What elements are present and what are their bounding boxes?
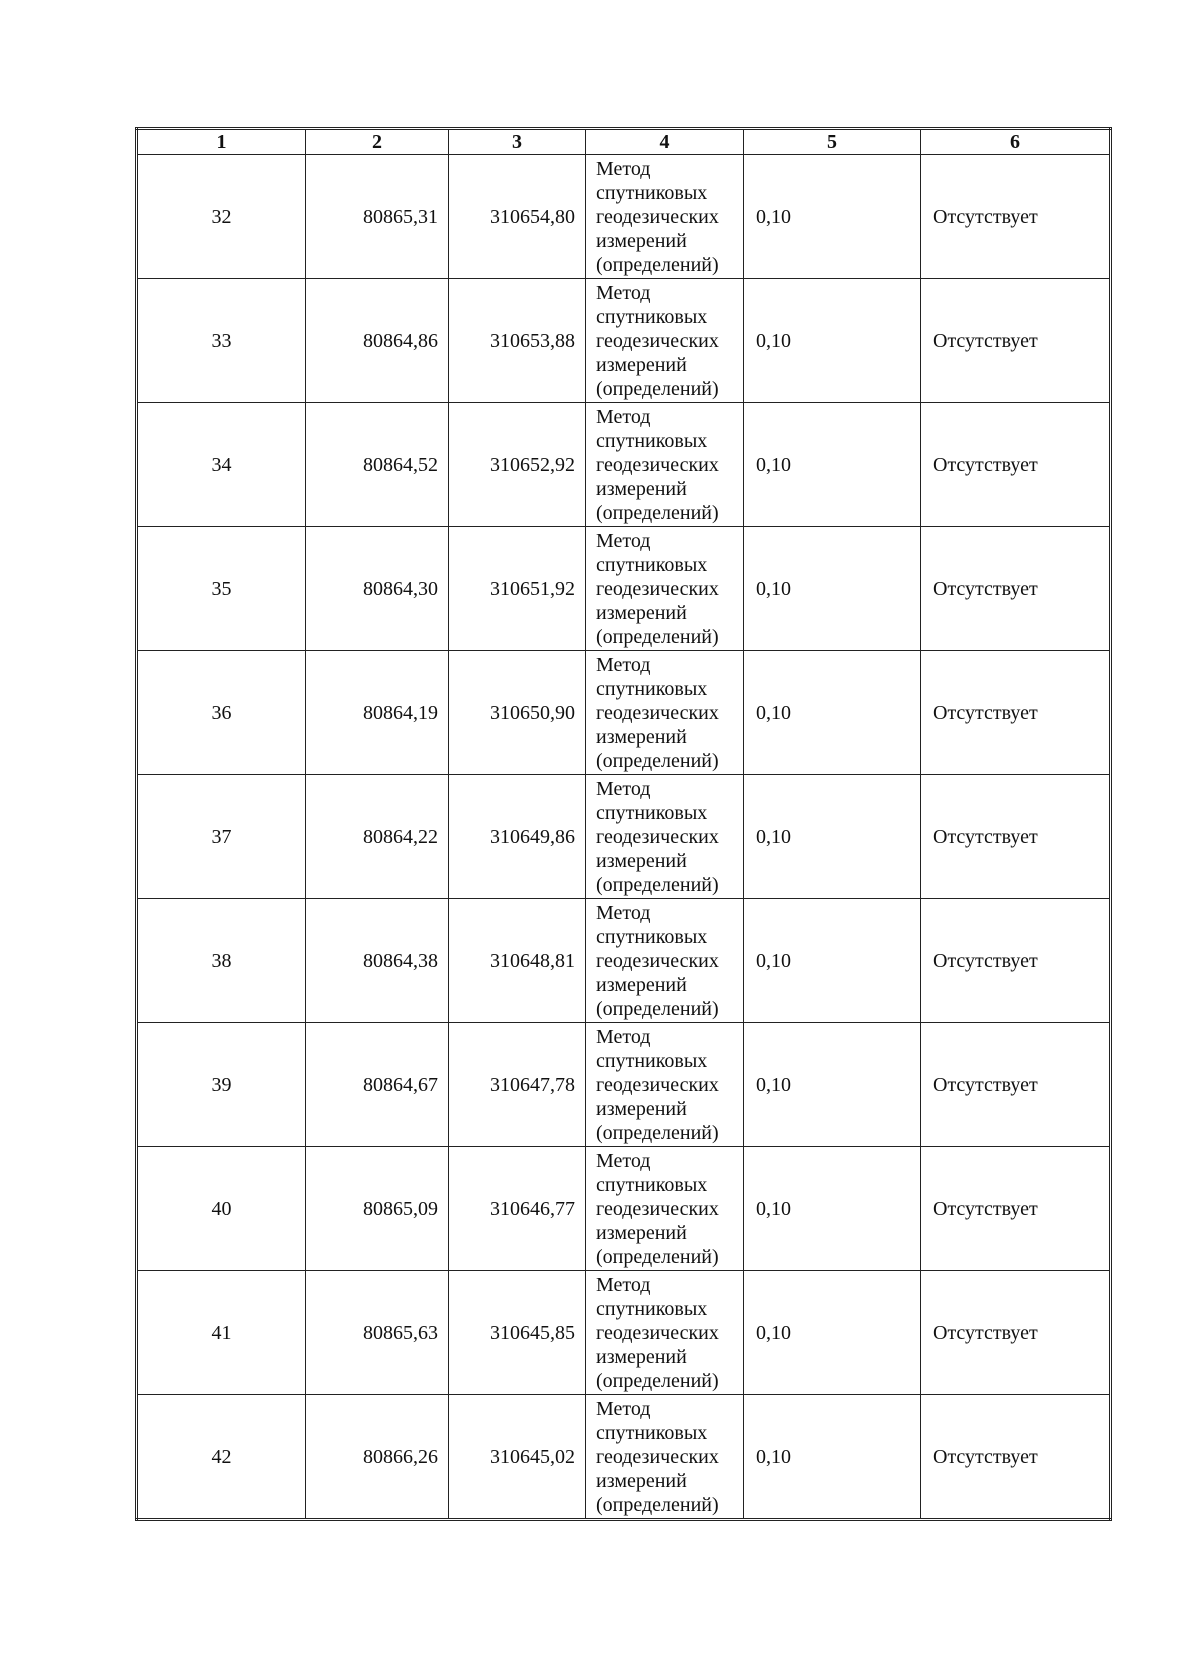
point-number-cell: 42	[137, 1395, 306, 1520]
point-number-cell: 33	[137, 279, 306, 403]
accuracy-cell: 0,10	[744, 651, 921, 775]
method-cell: Метод спутниковых геодезических измерений (определений)	[586, 279, 744, 403]
coordinate-x-cell: 80864,52	[306, 403, 449, 527]
header-col-4: 4	[586, 129, 744, 155]
method-cell: Метод спутниковых геодезических измерений (определений)	[586, 403, 744, 527]
accuracy-cell: 0,10	[744, 1271, 921, 1395]
point-number-cell: 37	[137, 775, 306, 899]
point-number-cell: 32	[137, 155, 306, 279]
coordinate-x-cell: 80864,38	[306, 899, 449, 1023]
coordinate-x-cell: 80865,09	[306, 1147, 449, 1271]
coordinate-x-cell: 80865,63	[306, 1271, 449, 1395]
method-cell: Метод спутниковых геодезических измерений (определений)	[586, 1147, 744, 1271]
coordinates-table	[135, 127, 1112, 1521]
accuracy-cell: 0,10	[744, 775, 921, 899]
table-row	[137, 1395, 1111, 1520]
table-header	[137, 129, 1111, 155]
description-cell: Отсутствует	[921, 899, 1111, 1023]
coordinate-x-cell: 80865,31	[306, 155, 449, 279]
description-cell: Отсутствует	[921, 1395, 1111, 1520]
description-cell: Отсутствует	[921, 1147, 1111, 1271]
point-number-cell: 34	[137, 403, 306, 527]
coordinate-y-cell: 310649,86	[449, 775, 586, 899]
coordinate-x-cell: 80864,30	[306, 527, 449, 651]
coordinate-x-cell: 80864,86	[306, 279, 449, 403]
header-col-2: 2	[306, 129, 449, 155]
method-cell: Метод спутниковых геодезических измерений (определений)	[586, 1395, 744, 1520]
coordinate-x-cell: 80864,19	[306, 651, 449, 775]
accuracy-cell: 0,10	[744, 899, 921, 1023]
accuracy-cell: 0,10	[744, 403, 921, 527]
method-cell: Метод спутниковых геодезических измерений (определений)	[586, 651, 744, 775]
description-cell: Отсутствует	[921, 279, 1111, 403]
coordinate-x-cell: 80864,67	[306, 1023, 449, 1147]
coordinate-y-cell: 310647,78	[449, 1023, 586, 1147]
description-cell: Отсутствует	[921, 775, 1111, 899]
table-row	[137, 1271, 1111, 1395]
table-row	[137, 899, 1111, 1023]
coordinate-y-cell: 310651,92	[449, 527, 586, 651]
coordinate-x-cell: 80866,26	[306, 1395, 449, 1520]
header-row	[137, 129, 1111, 155]
coordinate-y-cell: 310650,90	[449, 651, 586, 775]
table-row	[137, 279, 1111, 403]
method-cell: Метод спутниковых геодезических измерений (определений)	[586, 899, 744, 1023]
description-cell: Отсутствует	[921, 527, 1111, 651]
point-number-cell: 38	[137, 899, 306, 1023]
coordinate-y-cell: 310645,85	[449, 1271, 586, 1395]
header-col-1: 1	[137, 129, 306, 155]
description-cell: Отсутствует	[921, 1023, 1111, 1147]
table-body	[137, 155, 1111, 1520]
point-number-cell: 41	[137, 1271, 306, 1395]
method-cell: Метод спутниковых геодезических измерений (определений)	[586, 775, 744, 899]
point-number-cell: 35	[137, 527, 306, 651]
method-cell: Метод спутниковых геодезических измерений (определений)	[586, 527, 744, 651]
coordinate-y-cell: 310652,92	[449, 403, 586, 527]
coordinate-x-cell: 80864,22	[306, 775, 449, 899]
coordinate-y-cell: 310648,81	[449, 899, 586, 1023]
accuracy-cell: 0,10	[744, 1395, 921, 1520]
coordinate-y-cell: 310645,02	[449, 1395, 586, 1520]
coordinate-y-cell: 310646,77	[449, 1147, 586, 1271]
point-number-cell: 40	[137, 1147, 306, 1271]
table-row	[137, 155, 1111, 279]
accuracy-cell: 0,10	[744, 155, 921, 279]
description-cell: Отсутствует	[921, 403, 1111, 527]
header-col-5: 5	[744, 129, 921, 155]
accuracy-cell: 0,10	[744, 527, 921, 651]
table-row	[137, 403, 1111, 527]
table-row	[137, 651, 1111, 775]
method-cell: Метод спутниковых геодезических измерений (определений)	[586, 155, 744, 279]
table-row	[137, 1147, 1111, 1271]
point-number-cell: 39	[137, 1023, 306, 1147]
point-number-cell: 36	[137, 651, 306, 775]
coordinate-y-cell: 310654,80	[449, 155, 586, 279]
coordinate-y-cell: 310653,88	[449, 279, 586, 403]
table-row	[137, 527, 1111, 651]
table-row	[137, 1023, 1111, 1147]
description-cell: Отсутствует	[921, 155, 1111, 279]
header-col-6: 6	[921, 129, 1111, 155]
table-row	[137, 775, 1111, 899]
method-cell: Метод спутниковых геодезических измерений (определений)	[586, 1023, 744, 1147]
header-col-3: 3	[449, 129, 586, 155]
accuracy-cell: 0,10	[744, 1023, 921, 1147]
description-cell: Отсутствует	[921, 1271, 1111, 1395]
accuracy-cell: 0,10	[744, 279, 921, 403]
description-cell: Отсутствует	[921, 651, 1111, 775]
method-cell: Метод спутниковых геодезических измерений (определений)	[586, 1271, 744, 1395]
accuracy-cell: 0,10	[744, 1147, 921, 1271]
